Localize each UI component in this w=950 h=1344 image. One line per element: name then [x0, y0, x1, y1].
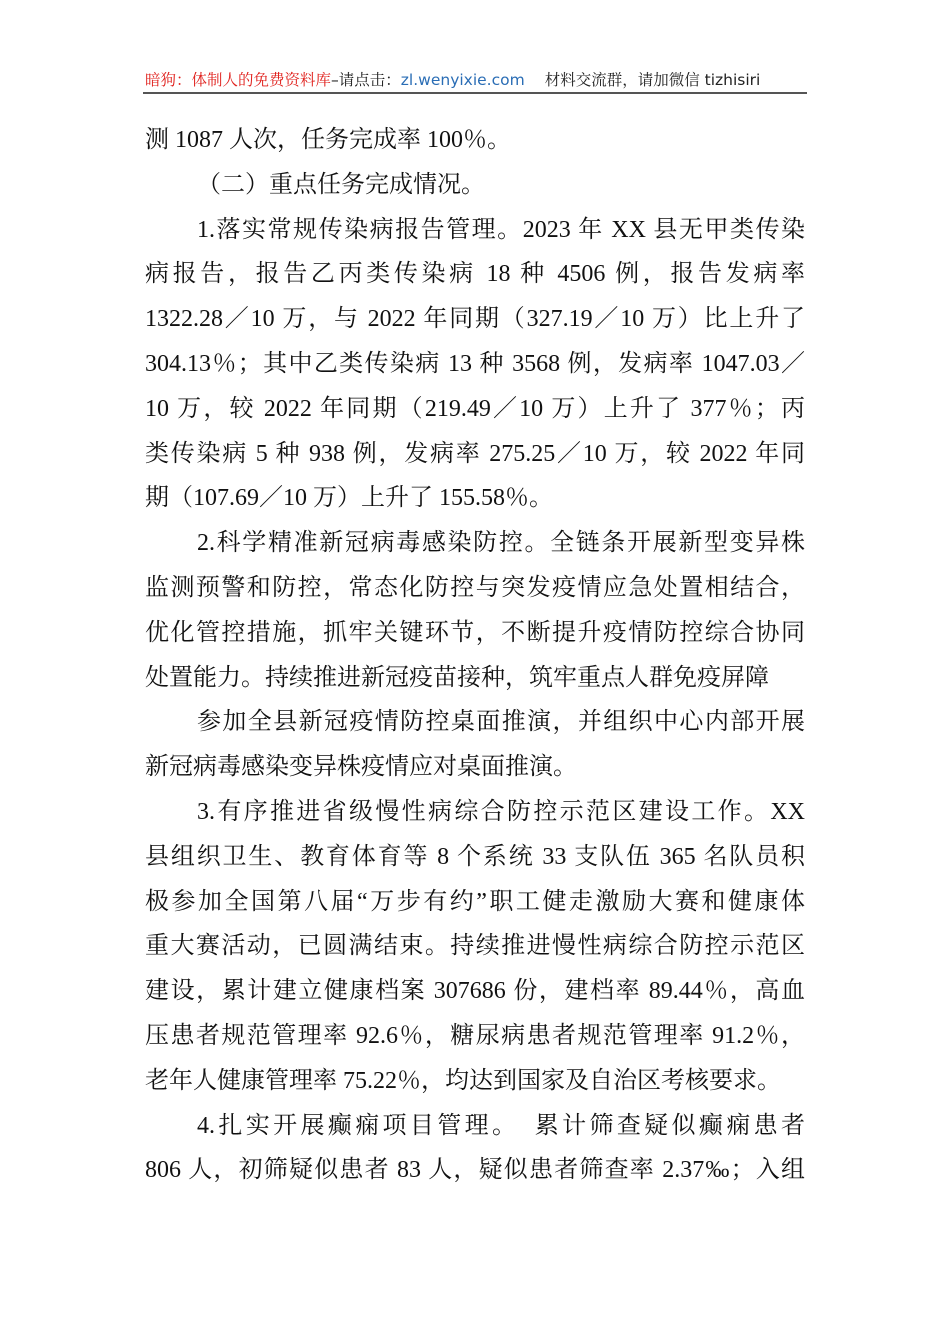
document-body: [145, 121, 805, 1196]
wechat-info: 材料交流群，请加微信 tizhisiri: [544, 71, 761, 89]
text-line: 处置能力。持续推进新冠疫苗接种，筑牢重点人群免疫屏障: [145, 664, 769, 691]
text-line: 优化管控措施，抓牢关键环节，不断提升疫情防控综合协同: [145, 619, 805, 646]
text-line: 测 1087 人次，任务完成率 100％。: [145, 127, 511, 153]
header-divider: [143, 92, 807, 94]
text-line: 期（107.69／10 万）上升了 155.58％。: [145, 485, 553, 512]
text-line: 类传染病 5 种 938 例，发病率 275.25／10 万，较 2022 年同: [145, 440, 805, 467]
text-line: 3.有序推进省级慢性病综合防控示范区建设工作。XX: [197, 798, 805, 825]
text-line: 304.13％；其中乙类传染病 13 种 3568 例，发病率 1047.03／: [145, 350, 805, 377]
text-line: 1.落实常规传染病报告管理。2023 年 XX 县无甲类传染: [197, 216, 805, 243]
text-line: 极参加全国第八届“万步有约”职工健走激励大赛和健康体: [145, 888, 805, 915]
text-line: 新冠病毒感染变异株疫情应对桌面推演。: [145, 754, 577, 781]
text-line: 重大赛活动，已圆满结束。持续推进慢性病综合防控示范区: [145, 933, 805, 960]
text-line: 参加全县新冠疫情防控桌面推演，并组织中心内部开展: [197, 709, 805, 736]
text-line: 监测预警和防控，常态化防控与突发疫情应急处置相结合，: [145, 574, 805, 601]
text-line: （二）重点任务完成情况。: [197, 171, 485, 198]
text-line: 4.扎实开展癫痫项目管理。 累计筛查疑似癫痫患者: [197, 1112, 805, 1139]
text-line: 1322.28／10 万，与 2022 年同期（327.19／10 万）比上升了: [145, 306, 805, 333]
text-line: 县组织卫生、教育体育等 8 个系统 33 支队伍 365 名队员积: [145, 843, 805, 870]
text-line: 2.科学精准新冠病毒感染防控。全链条开展新型变异株: [197, 530, 805, 557]
text-line: 病报告，报告乙丙类传染病 18 种 4506 例，报告发病率: [145, 261, 805, 288]
website-link[interactable]: zl.wenyixie.com: [400, 71, 525, 89]
text-line: 压患者规范管理率 92.6％，糖尿病患者规范管理率 91.2％，: [145, 1022, 805, 1049]
text-line: 10 万，较 2022 年同期（219.49／10 万）上升了 377％；丙: [145, 395, 805, 422]
text-line: 老年人健康管理率 75.22％，均达到国家及自治区考核要求。: [145, 1067, 781, 1094]
text-line: 建设，累计建立健康档案 307686 份，建档率 89.44％，高血: [145, 978, 805, 1005]
page-header: [145, 68, 805, 90]
text-line: 806 人，初筛疑似患者 83 人，疑似患者筛查率 2.37‰；入组: [145, 1157, 805, 1184]
promo-text: 暗狗：体制人的免费资料库: [145, 71, 332, 89]
click-prompt: –请点击：: [331, 71, 401, 89]
